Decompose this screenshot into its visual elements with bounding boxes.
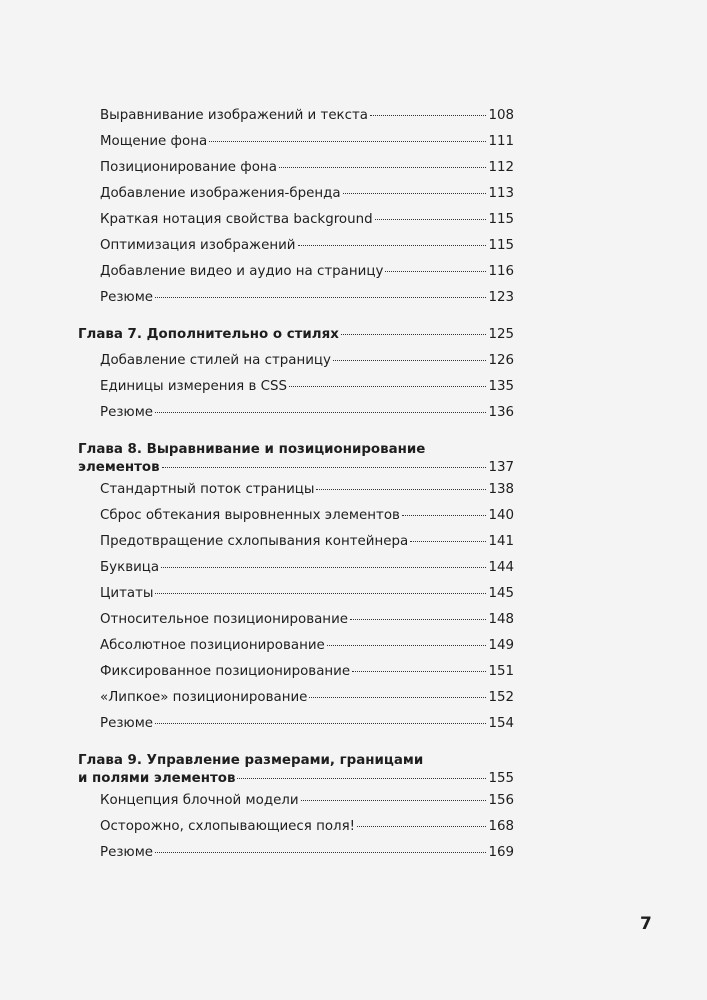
dot-leader: [155, 593, 486, 594]
toc-entry-page: 112: [488, 160, 514, 175]
toc-entry-title: Оптимизация изображений: [100, 238, 296, 253]
dot-leader: [155, 852, 486, 853]
toc-entry-page: 154: [488, 716, 514, 731]
toc-chapter-7: [78, 326, 514, 430]
dot-leader: [327, 645, 487, 646]
chapter-title-line2: и полями элементов: [78, 771, 236, 786]
toc-entry-page: 152: [488, 690, 514, 705]
toc-entry-page: 149: [488, 638, 514, 653]
toc-entry-page: 144: [488, 560, 514, 575]
dot-leader: [333, 360, 486, 361]
toc-entry-title: Концепция блочной модели: [100, 793, 299, 808]
toc-entry[interactable]: [78, 663, 514, 689]
toc-entry-title: Добавление стилей на страницу: [100, 353, 331, 368]
dot-leader: [341, 334, 487, 335]
toc-entry[interactable]: [78, 689, 514, 715]
toc-entry-title: Добавление видео и аудио на страницу: [100, 264, 384, 279]
toc-entry-title: Предотвращение схлопывания контейнера: [100, 534, 409, 549]
chapter-heading[interactable]: [78, 459, 514, 481]
dot-leader: [370, 115, 486, 116]
toc-entry-title: Добавление изображения-бренда: [100, 186, 341, 201]
toc-entry-title: Относительное позиционирование: [100, 612, 349, 627]
dot-leader: [301, 800, 487, 801]
toc-entry-title: Позиционирование фона: [100, 160, 277, 175]
toc-entry-page: 113: [488, 186, 514, 201]
toc-entry-page: 115: [488, 212, 514, 227]
toc-entry-page: 168: [488, 819, 514, 834]
dot-leader: [375, 219, 487, 220]
dot-leader: [279, 167, 487, 168]
dot-leader: [316, 489, 486, 490]
toc-entry[interactable]: [78, 585, 514, 611]
toc-entry-title: Единицы измерения в CSS: [100, 379, 287, 394]
toc-entry-page: 156: [488, 793, 514, 808]
toc-entry-page: 123: [488, 290, 514, 305]
chapter-page: 155: [488, 771, 514, 786]
dot-leader: [161, 567, 486, 568]
toc-entry-title: «Липкое» позиционирование: [100, 690, 308, 705]
toc-entry-page: 151: [488, 664, 514, 679]
chapter-page: 125: [488, 327, 514, 342]
dot-leader: [352, 671, 486, 672]
dot-leader: [155, 297, 486, 298]
toc-entry[interactable]: [78, 507, 514, 533]
chapter-title-line2: элементов: [78, 460, 160, 475]
toc-entry-page: 141: [488, 534, 514, 549]
toc-entry-page: 126: [488, 353, 514, 368]
toc-entry-page: 116: [488, 264, 514, 279]
dot-leader: [237, 778, 486, 779]
toc-entry-title: Стандартный поток страницы: [100, 482, 315, 497]
toc-entry[interactable]: [78, 559, 514, 585]
toc-entry[interactable]: [78, 844, 514, 870]
toc-entry[interactable]: [78, 211, 514, 237]
toc-entry[interactable]: [78, 289, 514, 315]
toc-entry-page: 138: [488, 482, 514, 497]
toc-entry-page: 148: [488, 612, 514, 627]
toc-entry-title: Буквица: [100, 560, 160, 575]
chapter-title-line1[interactable]: Глава 9. Управление размерами, границами: [78, 753, 424, 768]
dot-leader: [162, 467, 487, 468]
dot-leader: [343, 193, 487, 194]
toc-entry-page: 108: [488, 108, 514, 123]
table-of-contents: [78, 107, 514, 870]
toc-entry[interactable]: [78, 378, 514, 404]
toc-entry-title: Цитаты: [100, 586, 154, 601]
chapter-page: 137: [488, 460, 514, 475]
toc-chapter-9: [78, 752, 514, 870]
chapter-heading[interactable]: [78, 770, 514, 792]
page-number: 7: [640, 914, 652, 934]
toc-entry-title: Краткая нотация свойства background: [100, 212, 373, 227]
dot-leader: [410, 541, 486, 542]
toc-entry-page: 111: [488, 134, 514, 149]
dot-leader: [155, 723, 486, 724]
toc-entry-page: 145: [488, 586, 514, 601]
toc-entry-title: Сброс обтекания выровненных элементов: [100, 508, 400, 523]
toc-group-continuation: [78, 107, 514, 315]
toc-chapter-8: [78, 441, 514, 741]
toc-entry-page: 136: [488, 405, 514, 420]
dot-leader: [309, 697, 486, 698]
chapter-heading[interactable]: [78, 326, 514, 352]
dot-leader: [289, 386, 486, 387]
toc-entry[interactable]: [78, 481, 514, 507]
dot-leader: [209, 141, 486, 142]
toc-entry[interactable]: [78, 611, 514, 637]
toc-entry-title: Резюме: [100, 405, 154, 420]
toc-entry[interactable]: [78, 185, 514, 211]
toc-entry[interactable]: [78, 637, 514, 663]
chapter-title-line1[interactable]: Глава 8. Выравнивание и позиционирование: [78, 442, 426, 457]
toc-entry-title: Резюме: [100, 845, 154, 860]
chapter-title: Глава 7. Дополнительно о стилях: [78, 327, 339, 342]
toc-entry-page: 169: [488, 845, 514, 860]
toc-entry-title: Резюме: [100, 716, 154, 731]
toc-entry-page: 115: [488, 238, 514, 253]
toc-entry[interactable]: [78, 533, 514, 559]
toc-entry-page: 140: [488, 508, 514, 523]
toc-entry-page: 135: [488, 379, 514, 394]
dot-leader: [155, 412, 486, 413]
dot-leader: [350, 619, 486, 620]
toc-entry-title: Абсолютное позиционирование: [100, 638, 325, 653]
toc-entry[interactable]: [78, 133, 514, 159]
toc-entry[interactable]: [78, 237, 514, 263]
toc-entry[interactable]: [78, 404, 514, 430]
dot-leader: [298, 245, 487, 246]
toc-entry[interactable]: [78, 792, 514, 818]
toc-entry[interactable]: [78, 159, 514, 185]
toc-entry-title: Мощение фона: [100, 134, 208, 149]
dot-leader: [402, 515, 487, 516]
dot-leader: [385, 271, 486, 272]
dot-leader: [357, 826, 486, 827]
toc-entry[interactable]: [78, 818, 514, 844]
toc-entry-title: Резюме: [100, 290, 154, 305]
toc-entry[interactable]: [78, 107, 514, 133]
toc-entry[interactable]: [78, 352, 514, 378]
toc-entry[interactable]: [78, 715, 514, 741]
toc-entry-title: Выравнивание изображений и текста: [100, 108, 369, 123]
toc-entry[interactable]: [78, 263, 514, 289]
toc-entry-title: Фиксированное позиционирование: [100, 664, 351, 679]
toc-entry-title: Осторожно, схлопывающиеся поля!: [100, 819, 356, 834]
